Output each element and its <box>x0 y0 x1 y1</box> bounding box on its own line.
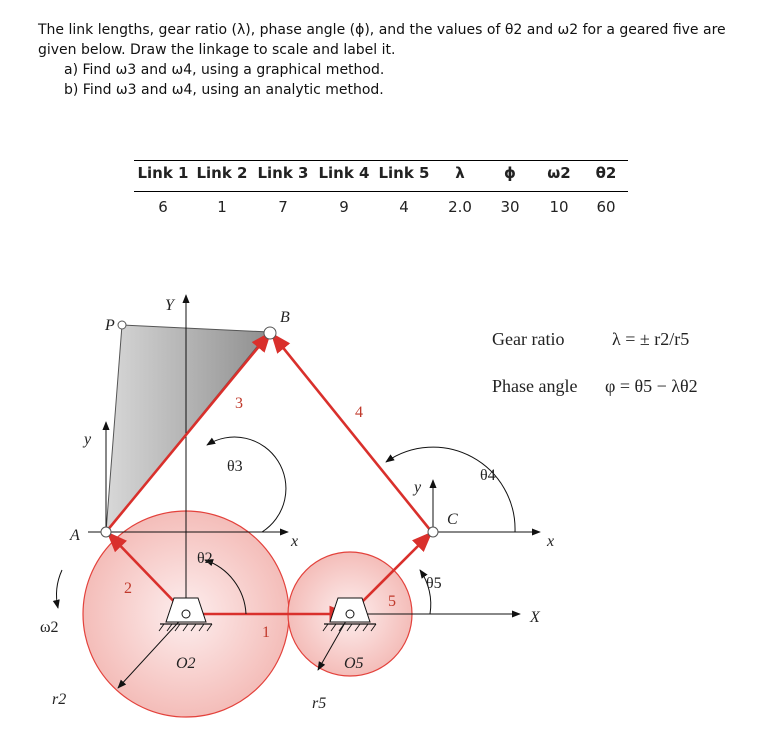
link-4 <box>272 334 431 531</box>
table-header: θ2 <box>584 161 628 192</box>
label-link4: 4 <box>355 404 363 421</box>
problem-part-b: b) Find ω3 and ω4, using an analytic method. <box>64 82 384 98</box>
table-cell: 30 <box>500 198 520 216</box>
label-y-left: y <box>84 431 92 448</box>
label-x-right: x <box>547 533 555 550</box>
label-O5: O5 <box>344 655 364 672</box>
label-A: A <box>70 527 80 544</box>
label-link3: 3 <box>235 395 243 412</box>
table-header: Link 4 <box>314 161 374 192</box>
label-omega2: ω2 <box>40 619 59 636</box>
gear-ratio-equation: λ = ± r2/r5 <box>612 329 690 349</box>
table-cell: 4 <box>399 198 409 216</box>
label-x-mid: x <box>291 533 299 550</box>
label-C: C <box>447 511 458 528</box>
omega2-arrow <box>57 570 62 608</box>
gear-ratio-label: Gear ratio <box>492 329 565 349</box>
label-P: P <box>105 317 115 334</box>
table-header: λ <box>434 161 486 192</box>
table-header: ω2 <box>534 161 584 192</box>
joint-C <box>428 527 438 537</box>
table-header: Link 1 <box>134 161 192 192</box>
label-theta3: θ3 <box>227 458 243 475</box>
joint-P <box>118 321 126 329</box>
label-Y: Y <box>165 297 174 314</box>
table-cell: 6 <box>158 198 168 216</box>
label-link5: 5 <box>388 593 396 610</box>
label-B: B <box>280 309 290 326</box>
label-X: X <box>530 609 540 626</box>
label-theta5: θ5 <box>426 575 442 592</box>
label-theta2: θ2 <box>197 550 213 567</box>
phase-angle-equation: φ = θ5 − λθ2 <box>605 376 698 396</box>
table-cell: 9 <box>339 198 349 216</box>
label-theta4: θ4 <box>480 467 496 484</box>
table-header: Link 3 <box>252 161 314 192</box>
label-r5: r5 <box>312 695 327 712</box>
table-cell: 2.0 <box>448 198 472 216</box>
label-r2: r2 <box>52 691 67 708</box>
phase-angle-label: Phase angle <box>492 376 578 396</box>
table-header: ϕ <box>486 161 534 192</box>
label-link2: 2 <box>124 580 132 597</box>
problem-intro: The link lengths, gear ratio (λ), phase angle (ϕ), and the values of θ2 and ω2 for a geared five are given below. Draw the linkage to scale and label it. <box>38 22 726 58</box>
table-cell: 7 <box>278 198 288 216</box>
table-cell: 60 <box>596 198 616 216</box>
table-header: Link 5 <box>374 161 434 192</box>
problem-part-a: a) Find ω3 and ω4, using a graphical method. <box>64 62 385 78</box>
label-y-right: y <box>414 479 422 496</box>
label-link1: 1 <box>262 624 270 641</box>
table-cell: 10 <box>549 198 569 216</box>
table-cell: 1 <box>217 198 227 216</box>
joint-B <box>264 327 276 339</box>
table-header: Link 2 <box>192 161 252 192</box>
label-O2: O2 <box>176 655 196 672</box>
joint-A <box>101 527 111 537</box>
